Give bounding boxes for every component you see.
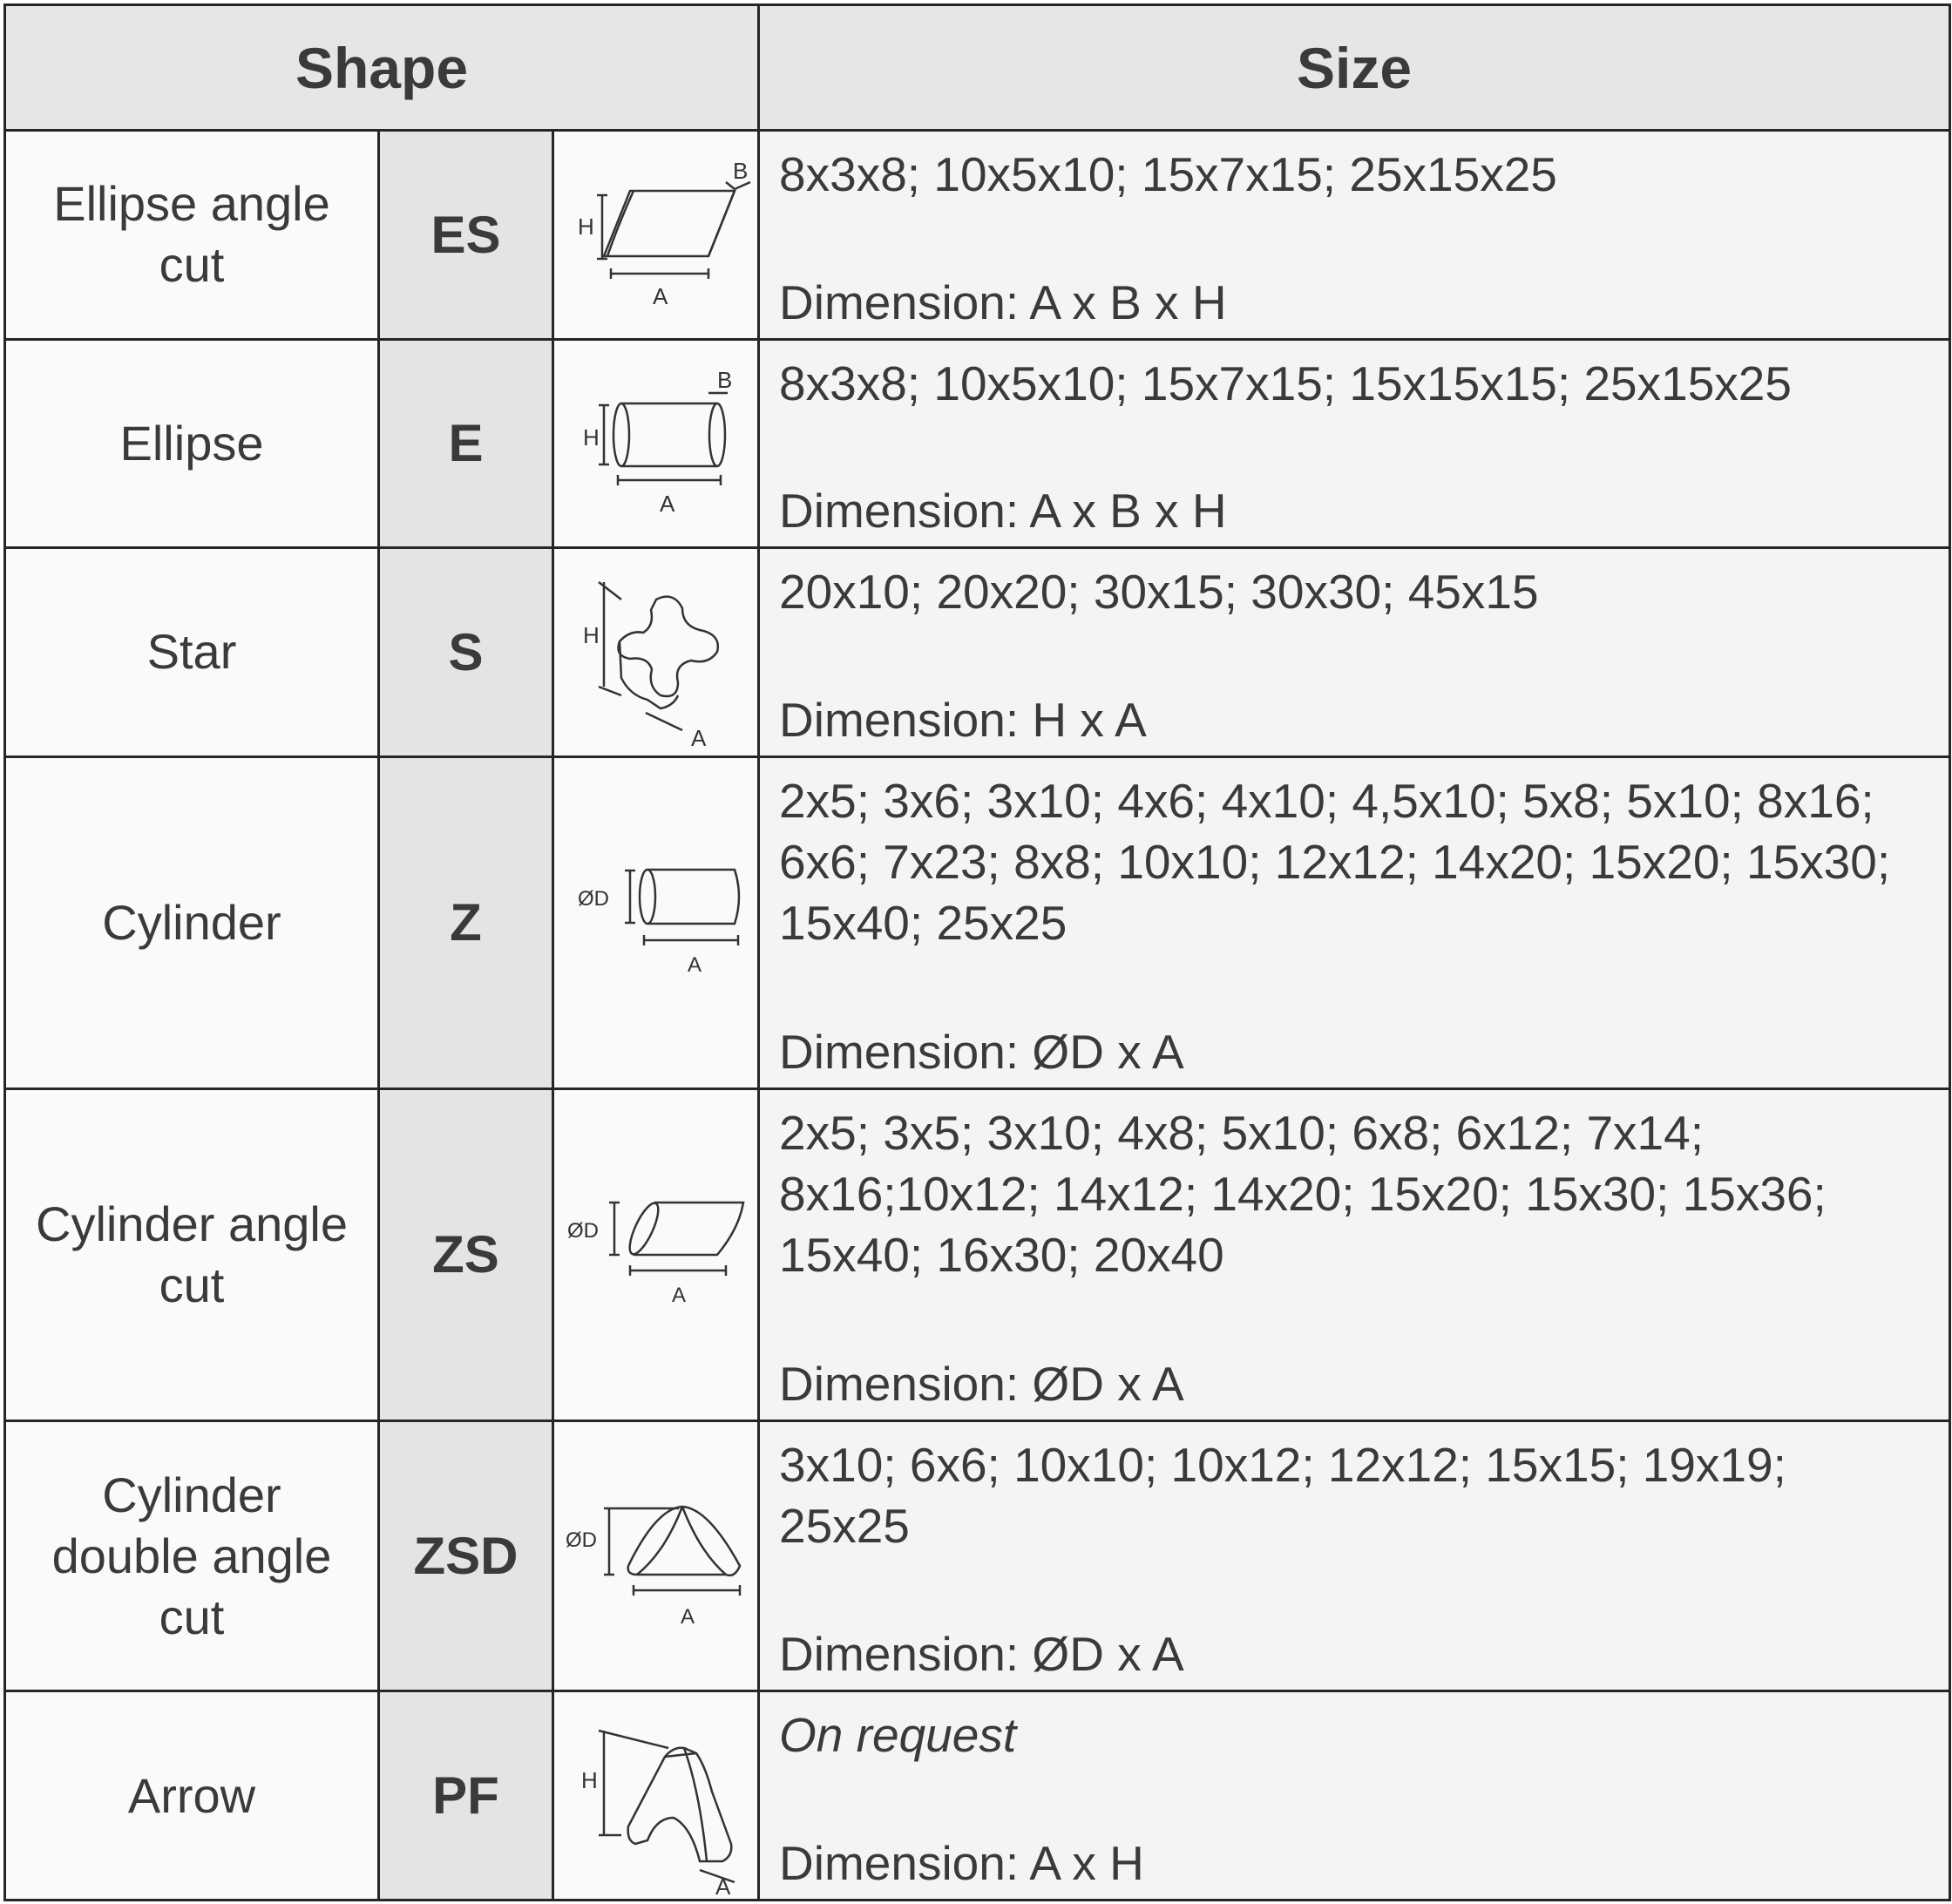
shape-code: ZSD [379,1421,553,1691]
size-cell [759,339,1950,548]
size-cell [759,756,1950,1088]
diagram-label-d: ØD [566,1218,599,1243]
size-dimension: Dimension: A x B x H [779,274,1227,329]
cylinder-icon [560,853,752,993]
size-values: 2x5; 3x6; 3x10; 4x6; 4x10; 4,5x10; 5x8; 5x10; 8x16; 6x6; 7x23; 8x8; 10x10; 12x12; 14x20; 15x20; 15x30; 15x40; 25x25 [779,773,1891,950]
size-cell [759,131,1950,340]
shape-name: Cylinder angle cut [5,1088,379,1420]
shape-header: Shape [5,5,759,131]
size-dimension: Dimension: H x A [779,692,1147,747]
shape-diagram [553,1088,759,1420]
shape-name: Cylinder [5,756,379,1088]
arrow-shape-icon [560,1696,752,1896]
header-row [5,5,1950,131]
shape-name: Ellipse angle cut [5,131,379,340]
size-values: On request [779,1708,1017,1763]
size-header: Size [759,5,1950,131]
size-dimension: Dimension: ØD x A [779,1627,1184,1682]
diagram-label-a: A [652,283,668,310]
shape-diagram [553,131,759,340]
diagram-label-a: A [687,952,702,977]
diagram-label-a: A [715,1873,730,1896]
shape-name: Cylinder double angle cut [5,1421,379,1691]
size-values: 8x3x8; 10x5x10; 15x7x15; 15x15x15; 25x15x25 [779,356,1792,410]
size-dimension: Dimension: A x H [779,1836,1144,1890]
diagram-label-a: A [690,725,706,749]
size-cell [759,1088,1950,1420]
table-row [5,1691,1950,1901]
diagram-label-a: A [680,1604,695,1629]
shape-diagram [553,548,759,757]
size-values: 3x10; 6x6; 10x10; 10x12; 12x12; 15x15; 19x19; 25x25 [779,1438,1786,1554]
size-values: 8x3x8; 10x5x10; 15x7x15; 25x15x25 [779,147,1557,201]
diagram-label-h: H [582,622,600,649]
shape-name: Ellipse [5,339,379,548]
size-values: 2x5; 3x5; 3x10; 4x8; 5x10; 6x8; 6x12; 7x14; 8x16;10x12; 14x12; 14x20; 15x20; 15x30; 15x36; 15x40; 16x30; 20x40 [779,1105,1827,1282]
diagram-label-b: B [732,158,748,185]
ellipse-icon [560,356,752,531]
diagram-label-d: ØD [577,886,609,911]
shape-code: E [379,339,553,548]
shape-code: ZS [379,1088,553,1420]
shape-diagram [553,339,759,548]
size-cell [759,1421,1950,1691]
shape-code: S [379,548,553,757]
diagram-label-h: H [582,423,600,451]
diagram-label-d: ØD [565,1528,597,1552]
size-cell [759,1691,1950,1901]
diagram-label-h: H [580,1766,598,1793]
table-row [5,1088,1950,1420]
shape-code: ES [379,131,553,340]
size-dimension: Dimension: A x B x H [779,484,1227,539]
cylinder-double-angle-cut-icon [560,1482,752,1630]
diagram-label-a: A [671,1283,686,1307]
shape-name: Arrow [5,1691,379,1901]
size-dimension: Dimension: ØD x A [779,1024,1184,1079]
size-dimension: Dimension: ØD x A [779,1357,1184,1412]
table-row [5,339,1950,548]
diagram-label-h: H [577,213,594,241]
size-values: 20x10; 20x20; 30x15; 30x30; 45x15 [779,565,1539,620]
table-row [5,131,1950,340]
shape-name: Star [5,548,379,757]
shape-size-table [3,3,1951,1901]
ellipse-angle-cut-icon [560,147,752,322]
diagram-label-b: B [716,366,732,393]
shape-diagram [553,756,759,1088]
shape-diagram [553,1421,759,1691]
diagram-label-a: A [659,490,674,517]
size-cell [759,548,1950,757]
shape-code: PF [379,1691,553,1901]
table-row [5,1421,1950,1691]
table-row [5,548,1950,757]
shape-diagram [553,1691,759,1901]
star-icon [560,556,752,748]
table-row [5,756,1950,1088]
cylinder-angle-cut-icon [560,1185,752,1325]
shape-code: Z [379,756,553,1088]
